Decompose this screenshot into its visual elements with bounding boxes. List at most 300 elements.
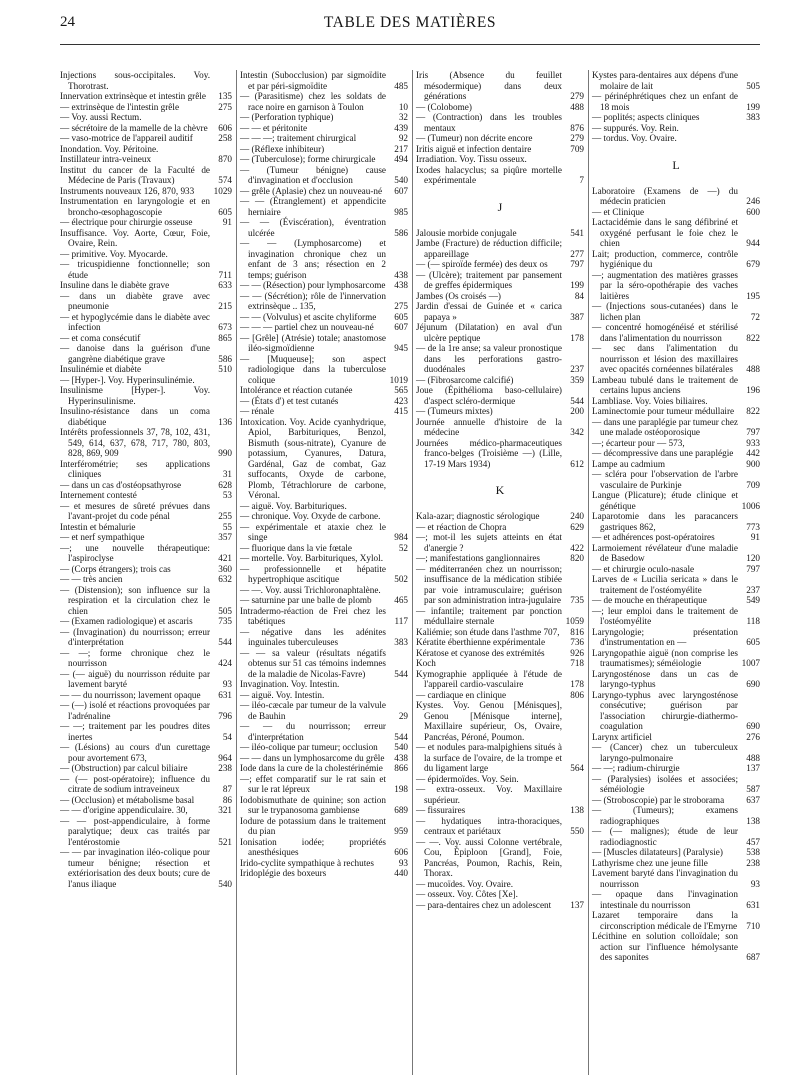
entry-page-number: 816 [570, 626, 584, 637]
index-entry [592, 868, 760, 889]
entry-text: —; mot-il les sujets atteints en état d'anergie ? [416, 532, 562, 553]
entry-text: — —. Voy. aussi Trichloronaphtalène. [240, 584, 381, 595]
entry-text: — (Tumeurs); examens radiographiques [592, 805, 738, 826]
index-entry [416, 553, 584, 564]
entry-text: Lait; production, commerce, contrôle hygiénique du [592, 248, 738, 269]
index-entry [60, 574, 232, 585]
index-entry [592, 490, 760, 511]
entry-text: Irradiation. Voy. Tissu osseux. [416, 154, 527, 164]
entry-page-number: 465 [394, 595, 408, 605]
index-entry [240, 648, 408, 680]
entry-text: — scléra pour l'observation de l'arbre vasculaire de Purkinje [592, 469, 738, 490]
entry-text: — concentré homogénéisé et stérilisé dans l'alimentation du nourrisson [592, 322, 738, 343]
index-entry [240, 312, 408, 323]
entry-page-number: 797 [746, 563, 760, 574]
entry-page-number: 240 [570, 511, 584, 521]
index-entry [416, 837, 584, 879]
entry-text: Instruments nouveaux 126, 870, 933 [60, 185, 195, 196]
entry-text: Iritis aiguë et infection dentaire [416, 143, 532, 154]
index-entry [60, 795, 232, 806]
section-letter-heading: J [497, 199, 503, 214]
entry-text: Insulinisme [Hyper-]. Voy. Hyperinsulinisme. [60, 385, 210, 406]
entry-page-number: 1019 [389, 374, 408, 385]
entry-page-number: 136 [218, 416, 232, 427]
index-entry [416, 669, 584, 690]
index-entry [416, 627, 584, 638]
entry-text: — électrique pour chirurgie osseuse [60, 217, 193, 227]
index-entry [240, 417, 408, 501]
entry-page-number: 673 [218, 322, 232, 332]
entry-page-number: 86 [222, 794, 232, 805]
entry-page-number: 199 [570, 280, 584, 290]
entry-text: — —. Voy. aussi Colonne vertébrale, Cou, Épiploon [Grand], Foie, Pancréas, Poumon, Rachis, Rein, Thorax. [416, 836, 562, 878]
index-entry [240, 700, 408, 721]
entry-text: Insuffisance. Voy. Aorte, Cœur, Foie, Ovaire, Rein. [60, 227, 210, 248]
index-entry [592, 606, 760, 627]
entry-text: — infantile; traitement par ponction médullaire sternale [416, 605, 562, 626]
index-entry [240, 553, 408, 564]
index-entry [60, 91, 232, 102]
entry-page-number: 933 [746, 437, 760, 448]
entry-page-number: 10 [398, 101, 408, 112]
index-entry [416, 259, 584, 270]
entry-text: — (Tuberculose); forme chirurgicale [240, 154, 376, 164]
entry-page-number: 822 [746, 332, 760, 343]
entry-page-number: 53 [222, 490, 232, 500]
index-column-2 [236, 70, 408, 1075]
entry-page-number: 31 [222, 469, 232, 479]
index-entry [60, 669, 232, 690]
entry-page-number: 238 [218, 763, 232, 773]
index-entry [240, 606, 408, 627]
index-entry [592, 627, 760, 648]
index-entry [416, 742, 584, 774]
entry-page-number: 488 [746, 364, 760, 374]
index-entry [592, 322, 760, 343]
entry-page-number: 631 [746, 899, 760, 910]
entry-page-number: 773 [746, 521, 760, 532]
index-entry [416, 816, 584, 837]
index-entry [240, 91, 408, 112]
index-entry [240, 837, 408, 858]
index-entry [240, 217, 408, 238]
index-entry [60, 102, 232, 113]
index-entry [592, 574, 760, 595]
entry-page-number: 442 [746, 448, 760, 458]
entry-page-number: 360 [218, 563, 232, 574]
entry-text: — extrinsèque de l'intestin grêle [60, 101, 180, 112]
entry-text: — — (Lymphosarcome) et invagination chronique chez un enfant de 3 ans; résection en 2 temps; guérison [240, 238, 386, 280]
entry-text: — sec dans l'alimentation du nourrisson et lésion des maxillaires avec opacités cornéennes bilatérales [592, 343, 738, 374]
entry-page-number: 91 [222, 217, 232, 227]
entry-text: — et hypoglycémie dans le diabète avec infection [60, 311, 210, 332]
entry-text: —; effet comparatif sur le rat sain et sur le rat lépreux [240, 773, 386, 794]
index-entry [592, 448, 760, 459]
entry-text: — épidermoïdes. Voy. Sein. [416, 773, 519, 784]
entry-page-number: 796 [218, 710, 232, 721]
index-entry [416, 165, 584, 186]
entry-text: Insuline dans le diabète grave [60, 280, 170, 290]
index-entry [592, 763, 760, 774]
entry-page-number: 900 [746, 458, 760, 469]
entry-text: Instrumentation en laryngologie et en broncho-œsophagoscopie [60, 196, 210, 217]
entry-page-number: 92 [398, 133, 408, 143]
entry-page-number: 600 [746, 206, 760, 217]
entry-page-number: 540 [394, 742, 408, 752]
entry-text: — grêle (Aplasie) chez un nouveau-né [240, 185, 383, 196]
entry-page-number: 485 [394, 80, 408, 91]
entry-page-number: 735 [570, 595, 584, 605]
entry-page-number: 138 [570, 805, 584, 815]
entry-text: — (Obstruction) par calcul biliaire [60, 763, 188, 773]
entry-text: Laminectomie pour tumeur médullaire [592, 406, 735, 416]
entry-text: — de mouche en thérapeutique [592, 595, 707, 605]
entry-text: Innervation extrinsèque et intestin grêle [60, 91, 206, 101]
entry-page-number: 275 [218, 101, 232, 112]
index-entry [416, 375, 584, 386]
entry-text: Kaliémie; son étude dans l'asthme 707, [416, 626, 560, 637]
index-entry [240, 763, 408, 774]
entry-page-number: 178 [570, 679, 584, 689]
entry-text: Koch [416, 658, 436, 668]
entry-page-number: 876 [570, 122, 584, 133]
entry-text: Jardin d'essai de Guinée et « carica papaya » [416, 301, 562, 322]
entry-text: Laryngopathie aiguë (non comprise les traumatismes); séméiologie [592, 647, 738, 668]
entry-text: — (Contraction) dans les troubles mentaux [416, 112, 562, 133]
entry-page-number: 679 [746, 259, 760, 269]
entry-text: — (Tumeur) non décrite encore [416, 133, 533, 143]
entry-text: — (Tumeur bénigne) cause d'invagination et d'occlusion [240, 164, 386, 185]
entry-page-number: 587 [746, 784, 760, 794]
index-entry [60, 406, 232, 427]
entry-page-number: 32 [398, 112, 408, 122]
entry-text: — para-dentaires chez un adolescent [416, 899, 552, 910]
entry-text: Iodobismuthate de quinine; son action sur le trypanosoma gambiense [240, 794, 386, 815]
entry-text: — poplités; aspects cliniques [592, 112, 700, 122]
entry-page-number: 29 [398, 710, 408, 721]
entry-text: — iléo-colique par tumeur; occlusion [240, 742, 378, 752]
index-entry [60, 847, 232, 889]
index-entry [60, 291, 232, 312]
index-columns [60, 70, 760, 1075]
entry-page-number: 540 [218, 878, 232, 889]
entry-text: — — (Sécrétion); rôle de l'innervation extrinsèque .. 135, [240, 290, 386, 311]
entry-text: Lambliase. Voy. Voies biliaires. [592, 395, 708, 406]
entry-text: — — (Éviscération), éventration ulcérée [240, 217, 386, 238]
entry-page-number: 321 [218, 805, 232, 815]
entry-page-number: 275 [394, 301, 408, 311]
index-entry [416, 70, 584, 102]
index-entry [592, 847, 760, 858]
entry-page-number: 255 [218, 511, 232, 521]
entry-page-number: 689 [394, 805, 408, 815]
entry-page-number: 797 [570, 259, 584, 269]
index-entry [592, 532, 760, 543]
index-entry [60, 312, 232, 333]
entry-page-number: 387 [570, 311, 584, 322]
index-entry [416, 102, 584, 113]
index-entry [240, 144, 408, 155]
entry-page-number: 7 [579, 175, 584, 185]
entry-text: Iodure de potassium dans le traitement du pian [240, 815, 386, 836]
index-entry [592, 511, 760, 532]
index-entry [240, 795, 408, 816]
entry-page-number: 215 [218, 301, 232, 311]
entry-page-number: 540 [394, 175, 408, 185]
index-entry [60, 616, 232, 627]
entry-text: Intérêts professionnels 37, 78, 102, 431, 549, 614, 637, 678, 717, 780, 803, 828, 869, 909 [60, 427, 210, 458]
entry-text: Laparotomie dans les paracancers gastriques 862, [592, 511, 738, 532]
entry-page-number: 277 [570, 248, 584, 259]
entry-text: — négative dans les adénites inguinales tuberculeuses [240, 626, 386, 647]
index-entry [416, 385, 584, 406]
entry-page-number: 87 [222, 784, 232, 794]
entry-page-number: 1029 [213, 185, 232, 196]
entry-text: — — —; traitement chirurgical [240, 133, 357, 143]
entry-text: — Voy. aussi Rectum. [60, 112, 142, 122]
entry-text: — (Ulcère); traitement par pansement de greffes épidermiques [416, 269, 562, 290]
index-entry [60, 700, 232, 721]
entry-text: — dans une paraplégie par tumeur chez une malade ostéoporosique [592, 416, 738, 437]
entry-page-number: 945 [394, 343, 408, 353]
index-entry [60, 70, 232, 91]
entry-page-number: 544 [218, 637, 232, 647]
index-entry [592, 375, 760, 396]
index-entry [592, 889, 760, 910]
entry-text: Jambe (Fracture) de réduction difficile; appareillage [416, 238, 562, 259]
index-entry [592, 469, 760, 490]
entry-text: — aiguë. Voy. Barbituriques. [240, 500, 347, 511]
entry-text: — (Paralysies) isolées et associées; séméiologie [592, 773, 738, 794]
index-entry [592, 826, 760, 847]
index-entry [240, 690, 408, 701]
entry-text: — aiguë. Voy. Intestin. [240, 689, 325, 700]
entry-text: Ixodes halacyclus; sa piqûre mortelle expérimentale [416, 164, 562, 185]
entry-page-number: 629 [570, 521, 584, 532]
entry-text: — (Distension); son influence sur la respiration et la circulation chez le chien [60, 584, 210, 616]
entry-text: Journée annuelle d'histoire de la médecine [416, 416, 562, 437]
entry-page-number: 690 [746, 679, 760, 689]
index-entry [240, 196, 408, 217]
index-entry [592, 931, 760, 963]
entry-page-number: 964 [218, 752, 232, 763]
index-entry [60, 627, 232, 648]
entry-text: — (— aiguë) du nourrisson réduite par lavement baryté [60, 668, 210, 689]
index-entry [592, 70, 760, 91]
entry-text: — de la 1re anse; sa valeur pronostique dans les perforations gastro-duodénales [416, 343, 562, 374]
entry-page-number: 488 [570, 101, 584, 112]
entry-page-number: 544 [394, 668, 408, 679]
entry-text: Journées médico-pharmaceutiques franco-belges (Troisième —) (Lille, 17-19 Mars 1934) [416, 437, 562, 469]
entry-text: — (— malignes); étude de leur radiodiagnostic [592, 826, 738, 847]
entry-text: Larynx artificiel [592, 731, 652, 742]
entry-text: — et nerf sympathique [60, 532, 145, 542]
index-entry [60, 532, 232, 543]
entry-text: — et adhérences post-opératoires [592, 532, 715, 542]
entry-page-number: 117 [394, 616, 408, 626]
entry-text: Inondation. Voy. Péritoine. [60, 143, 159, 154]
entry-page-number: 1007 [741, 658, 760, 668]
index-entry [60, 364, 232, 375]
index-entry [60, 774, 232, 795]
index-entry [416, 112, 584, 133]
entry-text: — mucoïdes. Voy. Ovaire. [416, 878, 514, 889]
entry-page-number: 736 [570, 637, 584, 647]
entry-page-number: 984 [394, 532, 408, 542]
entry-page-number: 926 [570, 647, 584, 658]
entry-page-number: 985 [394, 206, 408, 217]
entry-text: Kymographie appliquée à l'étude de l'appareil cardio-vasculaire [416, 668, 562, 689]
index-entry [240, 406, 408, 417]
entry-page-number: 415 [394, 406, 408, 416]
entry-page-number: 586 [394, 227, 408, 238]
index-column-4 [588, 70, 760, 1075]
index-entry [60, 543, 232, 564]
entry-page-number: 359 [570, 374, 584, 385]
index-entry [240, 564, 408, 585]
entry-text: — (Lésions) au cours d'un curettage pour avortement 673, [60, 742, 210, 763]
index-entry [240, 543, 408, 554]
entry-text: — tordus. Voy. Ovaire. [592, 133, 677, 143]
entry-text: — danoise dans la guérison d'une gangrène diabétique grave [60, 343, 210, 364]
entry-text: Jalousie morbide conjugale [416, 227, 517, 238]
index-entry [240, 595, 408, 606]
index-entry [240, 868, 408, 879]
index-entry [60, 259, 232, 280]
entry-text: Invagination. Voy. Intestin. [240, 679, 340, 689]
entry-text: — fluorique dans la vie fœtale [240, 542, 352, 553]
entry-page-number: 505 [218, 605, 232, 616]
index-entry [240, 186, 408, 197]
entry-page-number: 510 [218, 364, 232, 374]
entry-page-number: 820 [570, 553, 584, 563]
index-entry [60, 154, 232, 165]
entry-page-number: 606 [218, 122, 232, 133]
index-entry [240, 280, 408, 291]
entry-page-number: 196 [746, 385, 760, 395]
entry-page-number: 632 [218, 574, 232, 584]
index-entry [240, 291, 408, 312]
entry-text: Instillateur intra-veineux [60, 154, 152, 164]
index-entry [592, 186, 760, 207]
entry-page-number: 279 [570, 91, 584, 101]
entry-text: Laryngosténose dans un cas de laryngo-typhus [592, 668, 738, 689]
entry-page-number: 342 [570, 427, 584, 437]
entry-text: — — (Résection) pour lymphosarcome [240, 280, 386, 290]
index-entry [592, 564, 760, 575]
index-entry [592, 133, 760, 144]
index-entry [592, 438, 760, 449]
entry-page-number: 199 [746, 101, 760, 112]
index-entry [592, 207, 760, 218]
index-entry [60, 459, 232, 480]
entry-text: — et chirurgie oculo-nasale [592, 563, 695, 574]
entry-page-number: 195 [746, 290, 760, 301]
entry-page-number: 120 [746, 553, 760, 563]
entry-text: — professionnelle et hépatite hypertrophique ascitique [240, 563, 386, 584]
index-entry [592, 217, 760, 249]
entry-page-number: 91 [750, 532, 760, 542]
index-entry [60, 186, 232, 197]
index-entry [592, 123, 760, 134]
index-entry [240, 385, 408, 396]
entry-text: Iode dans la cure de la cholestérinémie [240, 763, 383, 773]
entry-page-number: 357 [218, 532, 232, 542]
entry-page-number: 118 [746, 616, 760, 626]
entry-text: — (Injections sous-cutanées) dans le lichen plan [592, 301, 738, 322]
index-entry [592, 270, 760, 302]
entry-text: Intoxication. Voy. Acide cyanhydrique, Apiol, Barbituriques, Benzol, Bismuth (sous-nitrate), Cyanure de potassium, Cyanures, Datura, Gardénal, Gaz de combat, Gaz suffocants, Oxyde de carbone, Plomb, Tétrachlorure de carbone, Véronal. [240, 416, 386, 500]
index-entry [60, 343, 232, 364]
entry-page-number: 605 [394, 311, 408, 322]
index-entry [240, 123, 408, 134]
index-entry [240, 522, 408, 543]
index-entry [416, 700, 584, 742]
index-entry [416, 774, 584, 785]
index-entry [592, 417, 760, 438]
index-entry [60, 648, 232, 669]
index-entry [592, 648, 760, 669]
entry-text: Joue (Épithélioma baso-cellulaire) d'aspect scléro-dermique [416, 385, 562, 406]
entry-page-number: 93 [398, 857, 408, 868]
entry-text: — dans un cas d'ostéopsathyrose [60, 479, 182, 490]
entry-page-number: 488 [746, 752, 760, 763]
entry-text: — (— post-opératoire); influence du citrate de sodium intraveineux [60, 773, 210, 794]
index-entry [240, 154, 408, 165]
entry-text: — (Occlusion) et métabolisme basal [60, 794, 195, 805]
entry-page-number: 457 [746, 836, 760, 847]
entry-text: — mortelle. Voy. Barbituriques, Xylol. [240, 553, 383, 563]
index-entry [416, 900, 584, 911]
index-entry [60, 196, 232, 217]
index-entry [416, 406, 584, 417]
entry-page-number: 711 [218, 269, 232, 280]
index-entry [240, 333, 408, 354]
index-entry [60, 742, 232, 763]
index-entry [416, 637, 584, 648]
entry-page-number: 52 [398, 542, 408, 553]
entry-text: — — et péritonite [240, 122, 308, 133]
entry-text: — — post-appendiculaire, à forme paralytique; deux cas traités par l'entérostomie [60, 815, 210, 847]
index-entry [416, 784, 584, 805]
index-entry [240, 721, 408, 742]
index-column-3 [412, 70, 584, 1075]
index-entry [60, 249, 232, 260]
entry-text: —; écarteur pour — 573, [592, 437, 685, 448]
index-entry [60, 427, 232, 459]
entry-page-number: 866 [394, 763, 408, 773]
entry-text: Lathyrisme chez une jeune fille [592, 857, 708, 868]
entry-text: — — dans un lymphosarcome du grêle [240, 752, 385, 763]
entry-page-number: 421 [218, 553, 232, 563]
entry-page-number: 538 [746, 847, 760, 857]
index-entry [60, 333, 232, 344]
entry-text: — —; traitement par les poudres dites inertes [60, 721, 210, 742]
index-entry [60, 690, 232, 701]
entry-text: Laboratoire (Examens de —) du médecin praticien [592, 185, 738, 206]
index-entry [60, 805, 232, 816]
entry-text: — (Stroboscopie) par le stroborama [592, 794, 725, 805]
entry-text: —; leur emploi dans le traitement de l'ostéomyélite [592, 605, 738, 626]
entry-page-number: 84 [574, 290, 584, 301]
entry-page-number: 178 [570, 332, 584, 343]
entry-text: — [Muscles dilatateurs] (Paralysie) [592, 847, 723, 857]
index-entry [416, 417, 584, 438]
entry-page-number: 865 [218, 332, 232, 343]
entry-text: — — — partiel chez un nouveau-né [240, 322, 374, 332]
entry-text: — extra-osseux. Voy. Maxillaire supérieur. [416, 784, 562, 805]
entry-page-number: 565 [394, 385, 408, 395]
